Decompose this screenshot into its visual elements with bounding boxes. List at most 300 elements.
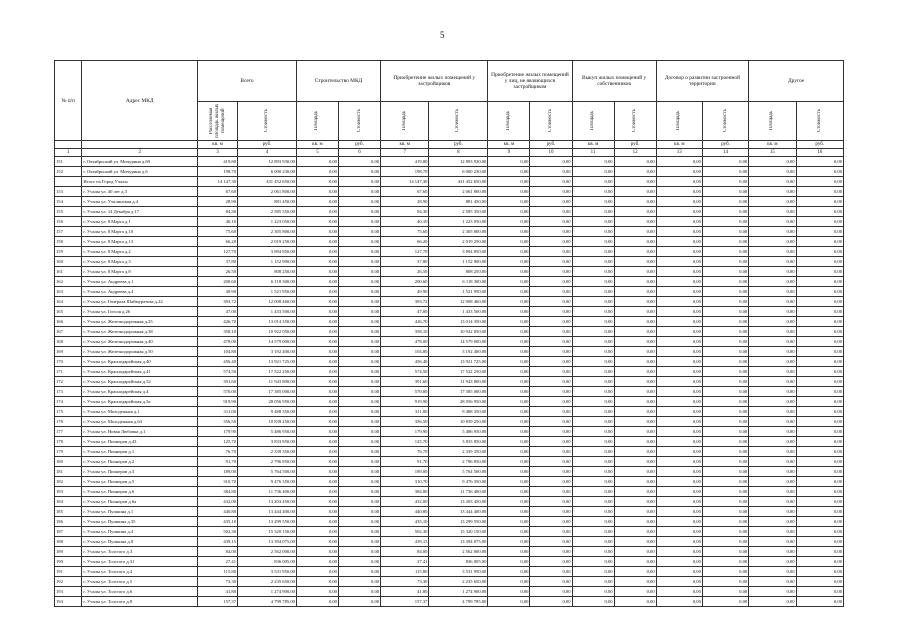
- row-development-cost: 0,00: [702, 207, 748, 217]
- table-row: [55, 347, 844, 357]
- row-developer-area: 76,70: [381, 447, 429, 457]
- row-developer-cost: 1 223 050,00: [429, 217, 488, 227]
- row-non-developer-cost: 0,00: [530, 197, 572, 207]
- row-non-developer-area: 0,00: [488, 427, 530, 437]
- unit-area: кв. м: [381, 141, 429, 149]
- row-non-developer-area: 0,00: [488, 197, 530, 207]
- row-other-area: 0,00: [749, 477, 796, 487]
- column-number: 2: [82, 149, 198, 157]
- row-address: г. Учалы ул. Толстого д.5: [82, 577, 198, 587]
- row-number: 192: [55, 577, 82, 587]
- row-developer-cost: 836 005,00: [429, 557, 488, 567]
- row-other-cost: 0,00: [796, 367, 843, 377]
- row-non-developer-area: 0,00: [488, 347, 530, 357]
- row-development-area: 0,00: [656, 307, 702, 317]
- row-other-area: 0,00: [749, 167, 796, 177]
- table-row: [55, 267, 844, 277]
- row-non-developer-cost: 0,00: [530, 497, 572, 507]
- row-construction-area: 0,00: [296, 467, 338, 477]
- row-non-developer-area: 0,00: [488, 257, 530, 267]
- row-development-area: 0,00: [656, 337, 702, 347]
- row-construction-area: 0,00: [296, 297, 338, 307]
- row-buyout-cost: 0,00: [614, 547, 656, 557]
- table-row: [55, 247, 844, 257]
- row-total-area: 439,15: [198, 537, 238, 547]
- row-construction-area: 0,00: [296, 287, 338, 297]
- row-development-area: 0,00: [656, 327, 702, 337]
- row-buyout-area: 0,00: [572, 287, 614, 297]
- row-developer-cost: 15 320 150,00: [429, 527, 488, 537]
- row-other-cost: 0,00: [796, 437, 843, 447]
- row-buyout-area: 0,00: [572, 237, 614, 247]
- row-address: г. Учалы ул. 40 лет д.3: [82, 187, 198, 197]
- row-construction-area: 0,00: [296, 237, 338, 247]
- row-non-developer-cost: 0,00: [530, 377, 572, 387]
- row-construction-area: 0,00: [296, 477, 338, 487]
- row-total-cost: 5 764 500,00: [238, 467, 297, 477]
- table-row: [55, 447, 844, 457]
- row-development-area: 0,00: [656, 457, 702, 467]
- row-total-cost: 6 118 300,00: [238, 277, 297, 287]
- row-developer-cost: 1 152 900,00: [429, 257, 488, 267]
- row-total-cost: 11 943 800,00: [238, 377, 297, 387]
- row-developer-area: 157,37: [381, 597, 429, 607]
- row-address: г. Учалы ул. Краснодарейская д.40: [82, 357, 198, 367]
- row-construction-cost: 0,00: [338, 287, 380, 297]
- row-other-cost: 0,00: [796, 177, 843, 187]
- header-area: Площадь: [488, 102, 530, 141]
- row-development-cost: 0,00: [702, 447, 748, 457]
- column-number: 3: [198, 149, 238, 157]
- row-total-area: 435,10: [198, 517, 238, 527]
- row-construction-cost: 0,00: [338, 397, 380, 407]
- column-number: 7: [381, 149, 429, 157]
- row-development-area: 0,00: [656, 417, 702, 427]
- row-address: г. Учалы ул. Краснодарейская д.52: [82, 377, 198, 387]
- header-group-other: Другое: [749, 61, 844, 102]
- row-buyout-area: 0,00: [572, 397, 614, 407]
- row-other-area: 0,00: [749, 207, 796, 217]
- row-construction-area: 0,00: [296, 577, 338, 587]
- row-development-cost: 0,00: [702, 197, 748, 207]
- table-row: [55, 517, 844, 527]
- row-total-cost: 808 250,00: [238, 267, 297, 277]
- row-buyout-area: 0,00: [572, 387, 614, 397]
- row-buyout-cost: 0,00: [614, 577, 656, 587]
- row-other-cost: 0,00: [796, 217, 843, 227]
- table-row: [55, 257, 844, 267]
- row-development-area: 0,00: [656, 487, 702, 497]
- row-other-cost: 0,00: [796, 277, 843, 287]
- row-buyout-cost: 0,00: [614, 237, 656, 247]
- row-address: г. Учалы ул. Железнодорожная д.38: [82, 327, 198, 337]
- row-buyout-cost: 0,00: [614, 307, 656, 317]
- row-other-cost: 0,00: [796, 567, 843, 577]
- row-other-cost: 0,00: [796, 447, 843, 457]
- row-development-cost: 0,00: [702, 267, 748, 277]
- row-non-developer-area: 0,00: [488, 367, 530, 377]
- row-construction-area: 0,00: [296, 417, 338, 427]
- row-non-developer-area: 0,00: [488, 217, 530, 227]
- row-buyout-cost: 0,00: [614, 247, 656, 257]
- row-other-area: 0,00: [749, 387, 796, 397]
- row-total-area: 393,72: [198, 297, 238, 307]
- row-other-cost: 0,00: [796, 167, 843, 177]
- row-total-area: 502,30: [198, 527, 238, 537]
- row-buyout-cost: 0,00: [614, 177, 656, 187]
- row-address: г. Учалы ул. Пионеров д.6: [82, 487, 198, 497]
- row-other-area: 0,00: [749, 457, 796, 467]
- row-developer-cost: 2 796 850,00: [429, 457, 488, 467]
- row-other-cost: 0,00: [796, 247, 843, 257]
- row-development-cost: 0,00: [702, 177, 748, 187]
- row-development-area: 0,00: [656, 197, 702, 207]
- table-row: [55, 497, 844, 507]
- row-other-cost: 0,00: [796, 337, 843, 347]
- row-developer-area: 570,00: [381, 387, 429, 397]
- row-construction-area: 0,00: [296, 307, 338, 317]
- table-row: [55, 377, 844, 387]
- header-area: Площадь: [572, 102, 614, 141]
- row-construction-area: 0,00: [296, 517, 338, 527]
- register-table: [54, 60, 844, 607]
- row-total-area: 75,60: [198, 227, 238, 237]
- row-buyout-area: 0,00: [572, 537, 614, 547]
- row-non-developer-cost: 0,00: [530, 467, 572, 477]
- row-developer-cost: 28 056 950,00: [429, 397, 488, 407]
- row-buyout-area: 0,00: [572, 417, 614, 427]
- row-construction-area: 0,00: [296, 247, 338, 257]
- row-development-cost: 0,00: [702, 237, 748, 247]
- row-development-cost: 0,00: [702, 467, 748, 477]
- row-developer-cost: 17 385 000,00: [429, 387, 488, 397]
- row-development-area: 0,00: [656, 587, 702, 597]
- row-address: г. Учалы ул. Андреева д.4: [82, 287, 198, 297]
- row-developer-area: 49,90: [381, 287, 429, 297]
- row-development-area: 0,00: [656, 577, 702, 587]
- row-non-developer-cost: 0,00: [530, 297, 572, 307]
- row-total-area: 76,70: [198, 447, 238, 457]
- column-number: 9: [488, 149, 530, 157]
- row-address: Итого по Город Учалы: [82, 177, 198, 187]
- row-construction-cost: 0,00: [338, 507, 380, 517]
- row-construction-area: 0,00: [296, 177, 338, 187]
- row-non-developer-cost: 0,00: [530, 227, 572, 237]
- row-address: г. Учалы ул. Молодежная д.1: [82, 407, 198, 417]
- row-other-area: 0,00: [749, 197, 796, 207]
- row-developer-area: 75,60: [381, 227, 429, 237]
- row-total-area: 104,80: [198, 347, 238, 357]
- row-other-area: 0,00: [749, 307, 796, 317]
- row-address: г. Учалы ул. 14 Декабря д.17: [82, 207, 198, 217]
- row-buyout-cost: 0,00: [614, 587, 656, 597]
- row-non-developer-cost: 0,00: [530, 487, 572, 497]
- row-number: 194: [55, 597, 82, 607]
- row-non-developer-area: 0,00: [488, 597, 530, 607]
- row-construction-area: 0,00: [296, 337, 338, 347]
- row-non-developer-area: 0,00: [488, 547, 530, 557]
- row-buyout-area: 0,00: [572, 257, 614, 267]
- table-row: [55, 547, 844, 557]
- row-construction-area: 0,00: [296, 507, 338, 517]
- row-developer-area: 37,80: [381, 257, 429, 267]
- row-total-cost: 6 000 230,00: [238, 167, 297, 177]
- row-non-developer-cost: 0,00: [530, 587, 572, 597]
- table-row: [55, 197, 844, 207]
- row-developer-cost: 13 394 075,00: [429, 537, 488, 547]
- row-other-cost: 0,00: [796, 197, 843, 207]
- column-number: 15: [749, 149, 796, 157]
- row-other-area: 0,00: [749, 507, 796, 517]
- row-number: 151: [55, 157, 82, 167]
- row-construction-area: 0,00: [296, 327, 338, 337]
- row-development-area: 0,00: [656, 447, 702, 457]
- row-non-developer-cost: 0,00: [530, 167, 572, 177]
- row-construction-cost: 0,00: [338, 387, 380, 397]
- column-number: 1: [55, 149, 82, 157]
- header-address: Адрес МКД: [82, 61, 198, 141]
- row-developer-area: 391,60: [381, 377, 429, 387]
- table-row: [55, 387, 844, 397]
- row-construction-cost: 0,00: [338, 167, 380, 177]
- row-buyout-area: 0,00: [572, 177, 614, 187]
- row-number: 166: [55, 317, 82, 327]
- row-development-cost: 0,00: [702, 437, 748, 447]
- row-development-area: 0,00: [656, 237, 702, 247]
- row-construction-cost: 0,00: [338, 417, 380, 427]
- unit-area: кв. м: [296, 141, 338, 149]
- row-number: 170: [55, 357, 82, 367]
- row-other-area: 0,00: [749, 497, 796, 507]
- row-buyout-cost: 0,00: [614, 327, 656, 337]
- row-total-cost: 13 014 350,00: [238, 317, 297, 327]
- row-buyout-cost: 0,00: [614, 217, 656, 227]
- row-construction-area: 0,00: [296, 437, 338, 447]
- row-buyout-cost: 0,00: [614, 567, 656, 577]
- row-development-area: 0,00: [656, 597, 702, 607]
- row-developer-cost: 1 521 950,00: [429, 287, 488, 297]
- header-num: № п/п: [55, 61, 82, 141]
- row-non-developer-area: 0,00: [488, 237, 530, 247]
- row-development-area: 0,00: [656, 187, 702, 197]
- row-total-area: 189,00: [198, 467, 238, 477]
- row-total-cost: 3 894 850,00: [238, 247, 297, 257]
- row-non-developer-cost: 0,00: [530, 277, 572, 287]
- row-total-area: 27,41: [198, 557, 238, 567]
- row-number: 175: [55, 407, 82, 417]
- row-address: г. Учалы ул. Толстого д.31: [82, 557, 198, 567]
- row-total-area: 570,00: [198, 387, 238, 397]
- table-row: [55, 597, 844, 607]
- row-other-area: 0,00: [749, 367, 796, 377]
- row-other-area: 0,00: [749, 587, 796, 597]
- row-other-area: 0,00: [749, 557, 796, 567]
- row-other-cost: 0,00: [796, 267, 843, 277]
- row-other-area: 0,00: [749, 277, 796, 287]
- row-non-developer-cost: 0,00: [530, 177, 572, 187]
- row-construction-area: 0,00: [296, 427, 338, 437]
- row-non-developer-area: 0,00: [488, 577, 530, 587]
- row-other-cost: 0,00: [796, 427, 843, 437]
- row-buyout-area: 0,00: [572, 427, 614, 437]
- row-developer-area: 73,30: [381, 577, 429, 587]
- row-buyout-area: 0,00: [572, 327, 614, 337]
- row-total-area: 47,00: [198, 307, 238, 317]
- row-buyout-area: 0,00: [572, 547, 614, 557]
- row-number: 171: [55, 367, 82, 377]
- row-number: 172: [55, 377, 82, 387]
- row-other-area: 0,00: [749, 547, 796, 557]
- row-development-area: 0,00: [656, 157, 702, 167]
- row-construction-cost: 0,00: [338, 337, 380, 347]
- column-number: 8: [429, 149, 488, 157]
- row-developer-area: 67,60: [381, 187, 429, 197]
- row-development-cost: 0,00: [702, 547, 748, 557]
- row-buyout-area: 0,00: [572, 197, 614, 207]
- table-row: [55, 427, 844, 437]
- table-row: [55, 207, 844, 217]
- row-construction-area: 0,00: [296, 587, 338, 597]
- row-developer-cost: 2 061 800,00: [429, 187, 488, 197]
- row-other-area: 0,00: [749, 377, 796, 387]
- row-non-developer-cost: 0,00: [530, 397, 572, 407]
- row-construction-area: 0,00: [296, 497, 338, 507]
- row-construction-cost: 0,00: [338, 537, 380, 547]
- row-construction-cost: 0,00: [338, 197, 380, 207]
- row-non-developer-area: 0,00: [488, 417, 530, 427]
- row-buyout-cost: 0,00: [614, 487, 656, 497]
- row-buyout-area: 0,00: [572, 227, 614, 237]
- row-construction-area: 0,00: [296, 597, 338, 607]
- row-non-developer-cost: 0,00: [530, 257, 572, 267]
- row-total-cost: 3 192 400,00: [238, 347, 297, 357]
- row-total-cost: 13 444 400,00: [238, 507, 297, 517]
- row-total-area: 67,60: [198, 187, 238, 197]
- row-other-cost: 0,00: [796, 357, 843, 367]
- unit-area: кв. м: [749, 141, 796, 149]
- row-total-area: 37,80: [198, 257, 238, 267]
- row-buyout-cost: 0,00: [614, 557, 656, 567]
- row-development-cost: 0,00: [702, 517, 748, 527]
- row-development-cost: 0,00: [702, 477, 748, 487]
- row-other-area: 0,00: [749, 317, 796, 327]
- row-developer-area: 14 147,30: [381, 177, 429, 187]
- row-buyout-area: 0,00: [572, 357, 614, 367]
- row-construction-cost: 0,00: [338, 257, 380, 267]
- row-buyout-cost: 0,00: [614, 417, 656, 427]
- row-total-area: 41,80: [198, 587, 238, 597]
- row-address: г. Учалы ул. Толстого д.4: [82, 567, 198, 577]
- row-number: 154: [55, 197, 82, 207]
- unit-cost: руб.: [614, 141, 656, 149]
- table-row: [55, 167, 844, 177]
- row-address: г. Учалы ул. 8 Марта д.13: [82, 237, 198, 247]
- row-buyout-area: 0,00: [572, 337, 614, 347]
- row-number: 184: [55, 497, 82, 507]
- row-other-area: 0,00: [749, 177, 796, 187]
- row-buyout-area: 0,00: [572, 477, 614, 487]
- row-total-cost: 9 488 350,00: [238, 407, 297, 417]
- row-number: 189: [55, 547, 82, 557]
- header-cost: Стоимость: [429, 102, 488, 141]
- row-developer-area: 200,60: [381, 277, 429, 287]
- row-non-developer-area: 0,00: [488, 437, 530, 447]
- row-address: г. Учалы ул. Молодежная д.64: [82, 417, 198, 427]
- row-other-area: 0,00: [749, 347, 796, 357]
- row-number: 169: [55, 347, 82, 357]
- row-other-area: 0,00: [749, 417, 796, 427]
- row-developer-cost: 3 894 850,00: [429, 247, 488, 257]
- row-buyout-area: 0,00: [572, 407, 614, 417]
- header-row-units: [55, 141, 844, 149]
- row-other-cost: 0,00: [796, 297, 843, 307]
- row-other-area: 0,00: [749, 577, 796, 587]
- row-development-cost: 0,00: [702, 567, 748, 577]
- row-development-area: 0,00: [656, 377, 702, 387]
- row-total-area: 73,30: [198, 577, 238, 587]
- row-total-area: 456,40: [198, 357, 238, 367]
- row-total-area: 919,90: [198, 397, 238, 407]
- row-construction-cost: 0,00: [338, 497, 380, 507]
- row-number: 162: [55, 277, 82, 287]
- row-development-area: 0,00: [656, 257, 702, 267]
- row-non-developer-cost: 0,00: [530, 517, 572, 527]
- row-other-cost: 0,00: [796, 207, 843, 217]
- header-cost: Стоимость: [702, 102, 748, 141]
- row-construction-area: 0,00: [296, 487, 338, 497]
- row-non-developer-cost: 0,00: [530, 187, 572, 197]
- row-developer-area: 435,10: [381, 517, 429, 527]
- unit-area: кв. м: [198, 141, 238, 149]
- row-construction-area: 0,00: [296, 447, 338, 457]
- row-construction-cost: 0,00: [338, 557, 380, 567]
- row-buyout-cost: 0,00: [614, 357, 656, 367]
- row-construction-area: 0,00: [296, 227, 338, 237]
- row-other-cost: 0,00: [796, 537, 843, 547]
- row-development-cost: 0,00: [702, 287, 748, 297]
- row-non-developer-area: 0,00: [488, 307, 530, 317]
- row-non-developer-area: 0,00: [488, 517, 530, 527]
- row-other-area: 0,00: [749, 327, 796, 337]
- row-total-area: 311,00: [198, 407, 238, 417]
- row-other-area: 0,00: [749, 487, 796, 497]
- row-development-cost: 0,00: [702, 397, 748, 407]
- row-buyout-area: 0,00: [572, 207, 614, 217]
- row-total-area: 14 147,30: [198, 177, 238, 187]
- row-development-cost: 0,00: [702, 457, 748, 467]
- row-non-developer-cost: 0,00: [530, 307, 572, 317]
- row-other-cost: 0,00: [796, 307, 843, 317]
- table-row: [55, 217, 844, 227]
- row-other-area: 0,00: [749, 447, 796, 457]
- row-non-developer-cost: 0,00: [530, 337, 572, 347]
- header-area: Площадь: [381, 102, 429, 141]
- row-buyout-cost: 0,00: [614, 267, 656, 277]
- row-number: 188: [55, 537, 82, 547]
- row-number: 180: [55, 457, 82, 467]
- row-address: г. Учалы ул. Толстого д.6: [82, 587, 198, 597]
- row-other-cost: 0,00: [796, 407, 843, 417]
- row-developer-cost: 9 476 350,00: [429, 477, 488, 487]
- row-number: 157: [55, 227, 82, 237]
- row-construction-cost: 0,00: [338, 367, 380, 377]
- row-non-developer-area: 0,00: [488, 487, 530, 497]
- row-non-developer-cost: 0,00: [530, 427, 572, 437]
- column-number: 11: [572, 149, 614, 157]
- row-number: 178: [55, 437, 82, 447]
- row-construction-area: 0,00: [296, 267, 338, 277]
- row-non-developer-area: 0,00: [488, 337, 530, 347]
